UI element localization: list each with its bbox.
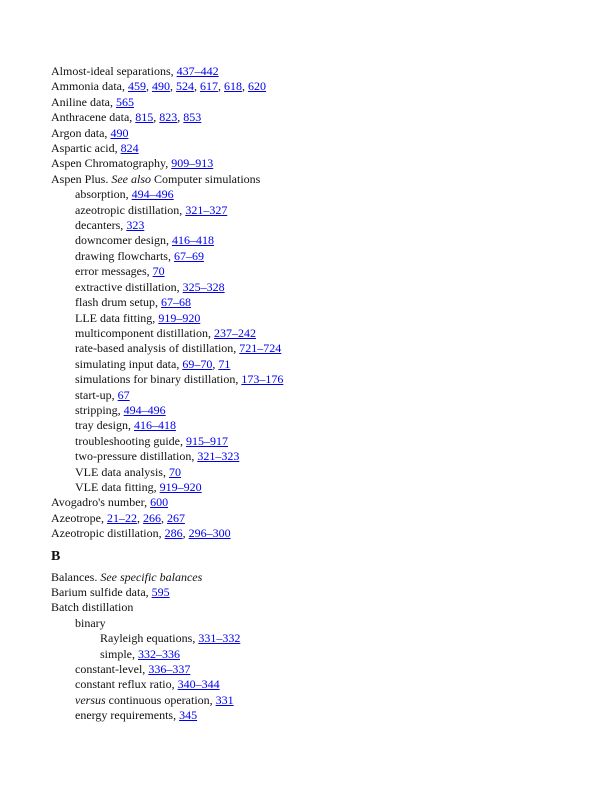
index-entry-aspartic-acid [51,141,594,156]
index-entry-aniline-data [51,95,594,110]
ref-separator: , [177,110,184,125]
page-ref-link[interactable]: 823 [159,110,178,125]
index-entry-constant-level [51,662,594,677]
index-entry-binary [51,616,594,631]
page-ref-link[interactable]: 67–69 [173,248,204,263]
page-ref-link[interactable]: 524 [175,79,194,94]
entry-term: Aniline data, [51,94,116,109]
page-ref-link[interactable]: 237–242 [214,325,256,340]
entry-term: stripping, [75,402,124,417]
index-entry-versus-continuous-operation [51,693,594,708]
page-ref-link[interactable]: 919–920 [158,310,201,325]
index-list [51,64,594,724]
index-entry-drawing-flowcharts [51,249,594,264]
page-ref-link[interactable]: 323 [126,218,145,233]
page-ref-link[interactable]: 173–176 [241,372,284,387]
index-entry-azeotropic-distillation [51,203,594,218]
index-entry-multicomponent-distillation [51,326,594,341]
page-ref-link[interactable]: 67 [117,387,130,402]
page-ref-link[interactable]: 490 [151,79,170,94]
page-ref-link[interactable]: 815 [135,110,154,125]
entry-term: drawing flowcharts, [75,248,174,263]
page-ref-link[interactable]: 286 [164,526,183,541]
page-ref-link[interactable]: 321–327 [185,202,228,217]
index-entry-simulations-for-binary-distillation [51,372,594,387]
page-ref-link[interactable]: 70 [168,464,181,479]
entry-term: Balances. [51,569,101,584]
index-entry-rate-based-analysis-of-distillation [51,341,594,356]
page-ref-link[interactable]: 853 [183,110,202,125]
index-entry-avogadro-s-number [51,495,594,510]
entry-term: simulating input data, [75,356,183,371]
page-ref-link[interactable]: 459 [127,79,146,94]
page-ref-link[interactable]: 618 [223,79,242,94]
index-entry-anthracene-data [51,110,594,125]
page-ref-link[interactable]: 824 [120,141,139,156]
page-ref-link[interactable]: 325–328 [182,279,225,294]
entry-term: Rayleigh equations, [100,631,199,646]
ref-separator: , [136,510,143,525]
page-ref-link[interactable]: 416–418 [134,418,176,433]
cross-reference-text: See specific balances [100,569,203,584]
index-entry-rayleigh-equations [51,631,594,646]
index-entry-extractive-distillation [51,280,594,295]
index-entry-aspen-chromatography [51,156,594,171]
page-ref-link[interactable]: 721–724 [239,341,282,356]
page-ref-link[interactable]: 600 [150,495,169,510]
page-ref-link[interactable]: 494–496 [123,402,166,417]
index-entry-start-up [51,388,594,403]
ref-separator: , [153,110,160,125]
entry-term: continuous operation, [105,692,216,707]
page-ref-link[interactable]: 266 [142,510,161,525]
index-entry-stripping [51,403,594,418]
page-ref-link[interactable]: 336–337 [148,662,191,677]
entry-term: VLE data fitting, [75,479,160,494]
index-entry-energy-requirements [51,708,594,723]
entry-term: downcomer design, [75,233,172,248]
entry-term: Anthracene data, [51,110,136,125]
page-ref-link[interactable]: 919–920 [159,479,202,494]
ref-separator: , [160,510,167,525]
entry-term: troubleshooting guide, [75,433,186,448]
page-ref-link[interactable]: 21–22 [106,510,137,525]
entry-term: rate-based analysis of distillation, [75,341,240,356]
page-ref-link[interactable]: 909–913 [171,156,214,171]
cross-reference-text: versus [75,692,106,707]
index-entry-batch-distillation [51,600,594,615]
index-entry-azeotrope [51,511,594,526]
ref-separator: , [241,79,248,94]
index-entry-two-pressure-distillation [51,449,594,464]
entry-term: Avogadro's number, [51,495,151,510]
index-entry-tray-design [51,418,594,433]
page-ref-link[interactable]: 69–70 [182,356,213,371]
index-entry-ammonia-data [51,79,594,94]
entry-term: Computer simulations [151,171,261,186]
page-ref-link[interactable]: 296–300 [188,526,231,541]
entry-term: flash drum setup, [75,295,161,310]
entry-term: VLE data analysis, [75,464,169,479]
entry-term: absorption, [75,187,132,202]
index-entry-azeotropic-distillation [51,526,594,541]
page-ref-link[interactable]: 617 [199,79,218,94]
index-entry-argon-data [51,126,594,141]
index-entry-barium-sulfide-data [51,585,594,600]
index-entry-constant-reflux-ratio [51,677,594,692]
page-ref-link[interactable]: 490 [110,125,129,140]
page-ref-link[interactable]: 71 [218,356,231,371]
index-entry-simulating-input-data [51,357,594,372]
index-entry-downcomer-design [51,233,594,248]
entry-term: Aspen Plus. [51,171,112,186]
index-entry-troubleshooting-guide [51,434,594,449]
page-ref-link[interactable]: 331 [215,692,234,707]
entry-term: tray design, [75,418,134,433]
index-entry-balances-see-specific-balances [51,570,594,585]
page-ref-link[interactable]: 267 [166,510,185,525]
entry-term: Aspartic acid, [51,141,121,156]
entry-term: Aspen Chromatography, [51,156,172,171]
entry-term: Argon data, [51,125,111,140]
page-ref-link[interactable]: 595 [151,585,170,599]
entry-term: start-up, [75,387,118,402]
entry-term: extractive distillation, [75,279,183,294]
page-ref-link[interactable]: 416–418 [171,233,214,248]
entry-term: simple, [100,646,138,661]
page-ref-link[interactable]: 345 [179,708,198,723]
entry-term: multicomponent distillation, [75,325,214,340]
page-ref-link[interactable]: 321–323 [197,449,240,464]
entry-term: LLE data fitting, [75,310,159,325]
entry-term: Ammonia data, [51,79,128,94]
ref-separator: , [217,79,224,94]
section-letter-heading: B [51,548,61,564]
entry-term: two-pressure distillation, [75,449,198,464]
entry-term: Almost-ideal separations, [51,64,177,78]
entry-term: Azeotropic distillation, [51,526,165,541]
entry-term: constant reflux ratio, [75,677,178,692]
entry-term: binary [75,615,106,630]
page-ref-link[interactable]: 620 [247,79,266,94]
index-entry-almost-ideal-separations [51,64,594,79]
entry-term: Azeotrope, [51,510,107,525]
index-entry-simple [51,647,594,662]
index-entry-decanters [51,218,594,233]
index-entry-lle-data-fitting [51,311,594,326]
page-ref-link[interactable]: 332–336 [138,646,180,661]
page-ref-link[interactable]: 915–917 [186,433,228,448]
entry-term: Batch distillation [51,600,134,615]
page-ref-link[interactable]: 331–332 [198,631,241,646]
page-ref-link[interactable]: 494–496 [131,187,174,202]
index-entry-aspen-plus-see-also-computer-simulations [51,172,594,187]
page-ref-link[interactable]: 70 [152,264,165,279]
page-ref-link[interactable]: 437–442 [176,64,219,78]
index-entry-absorption [51,187,594,202]
ref-separator: , [182,526,189,541]
index-entry-flash-drum-setup [51,295,594,310]
index-entry-error-messages [51,264,594,279]
page-ref-link[interactable]: 565 [115,94,134,109]
entry-term: energy requirements, [75,708,180,723]
entry-term: error messages, [75,264,153,279]
index-entry-vle-data-fitting [51,480,594,495]
page-ref-link[interactable]: 340–344 [177,677,220,692]
entry-term: constant-level, [75,662,149,677]
ref-separator: , [212,356,219,371]
index-entry-vle-data-analysis [51,465,594,480]
ref-separator: , [193,79,200,94]
page-ref-link[interactable]: 67–68 [161,295,191,310]
ref-separator: , [145,79,152,94]
ref-separator: , [169,79,176,94]
entry-term: decanters, [75,218,127,233]
entry-term: simulations for binary distillation, [75,372,242,387]
entry-term: azeotropic distillation, [75,202,186,217]
cross-reference-text: See also [111,171,151,186]
entry-term: Barium sulfide data, [51,585,152,599]
